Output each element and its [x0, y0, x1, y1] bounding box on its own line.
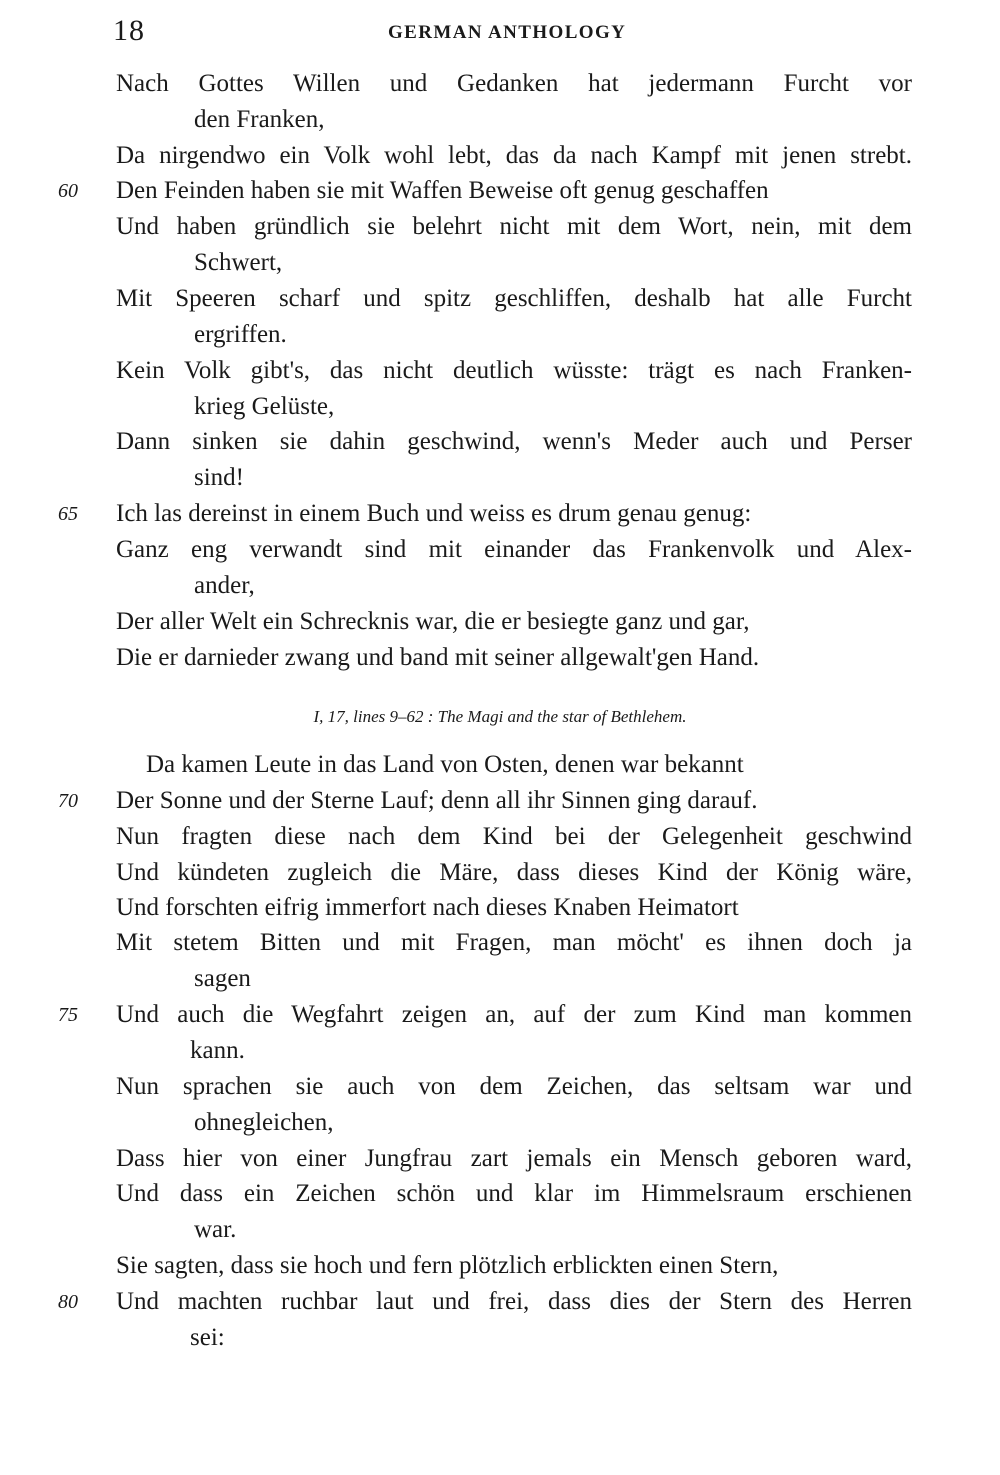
verse-line-continuation: kann. [190, 1037, 245, 1064]
verse-line-continuation: ohnegleichen, [194, 1109, 334, 1136]
verse-line: Und kündeten zugleich die Märe, dass dieses Kind der König wäre, [116, 859, 912, 886]
verse-line: Nun sprachen sie auch von dem Zeichen, das seltsam war und [116, 1073, 912, 1100]
verse-line: Da kamen Leute in das Land von Osten, denen war bekannt [146, 751, 744, 778]
verse-line: Und machten ruchbar laut und frei, dass dies der Stern des Herren [116, 1288, 912, 1315]
verse-line: Und haben gründlich sie belehrt nicht mit dem Wort, nein, mit dem [116, 213, 912, 240]
section-heading: I, 17, lines 9–62 : The Magi and the star of Bethlehem. [313, 707, 687, 726]
verse-line: Dann sinken sie dahin geschwind, wenn's Meder auch und Perser [116, 428, 912, 455]
verse-line: Nun fragten diese nach dem Kind bei der Gelegenheit geschwind [116, 823, 912, 850]
verse-line-continuation: den Franken, [194, 106, 325, 133]
line-number: 65 [58, 503, 78, 525]
verse-line: Dass hier von einer Jungfrau zart jemals ein Mensch geboren ward, [116, 1145, 912, 1172]
verse-line: Mit stetem Bitten und mit Fragen, man möcht' es ihnen doch ja [116, 929, 912, 956]
verse-line: Mit Speeren scharf und spitz geschliffen, deshalb hat alle Furcht [116, 285, 912, 312]
verse-line-continuation: war. [194, 1216, 237, 1243]
verse-line-continuation: ander, [194, 572, 255, 599]
verse-line: Der aller Welt ein Schrecknis war, die er besiegte ganz und gar, [116, 608, 750, 635]
verse-line: Und forschten eifrig immerfort nach dieses Knaben Heimatort [116, 894, 739, 921]
verse-line: Und auch die Wegfahrt zeigen an, auf der zum Kind man kommen [116, 1001, 912, 1028]
verse-line: Nach Gottes Willen und Gedanken hat jedermann Furcht vor [116, 70, 912, 97]
verse-line: Ich las dereinst in einem Buch und weiss es drum genau genug: [116, 500, 752, 527]
verse-line-continuation: ergriffen. [194, 321, 287, 348]
verse-line-continuation: krieg Gelüste, [194, 393, 335, 420]
line-number: 60 [58, 180, 78, 202]
line-number: 70 [58, 790, 78, 812]
verse-line: Und dass ein Zeichen schön und klar im Himmelsraum erschienen [116, 1180, 912, 1207]
verse-line: Die er darnieder zwang und band mit seiner allgewalt'gen Hand. [116, 644, 760, 671]
line-number: 80 [58, 1291, 78, 1313]
running-head: GERMAN ANTHOLOGY [388, 22, 627, 43]
verse-line-continuation: sei: [190, 1324, 225, 1351]
line-number: 75 [58, 1004, 78, 1026]
page-number: 18 [113, 14, 145, 47]
verse-line-continuation: sagen [194, 965, 251, 992]
verse-line-continuation: Schwert, [194, 249, 283, 276]
verse-line: Kein Volk gibt's, das nicht deutlich wüsste: trägt es nach Franken- [116, 357, 912, 384]
verse-line: Der Sonne und der Sterne Lauf; denn all ihr Sinnen ging darauf. [116, 787, 758, 814]
verse-line: Ganz eng verwandt sind mit einander das Frankenvolk und Alex- [116, 536, 912, 563]
verse-line: Da nirgendwo ein Volk wohl lebt, das da nach Kampf mit jenen strebt. [116, 142, 912, 169]
verse-line: Sie sagten, dass sie hoch und fern plötzlich erblickten einen Stern, [116, 1252, 779, 1279]
verse-line: Den Feinden haben sie mit Waffen Beweise oft genug geschaffen [116, 177, 769, 204]
verse-line-continuation: sind! [194, 464, 244, 491]
